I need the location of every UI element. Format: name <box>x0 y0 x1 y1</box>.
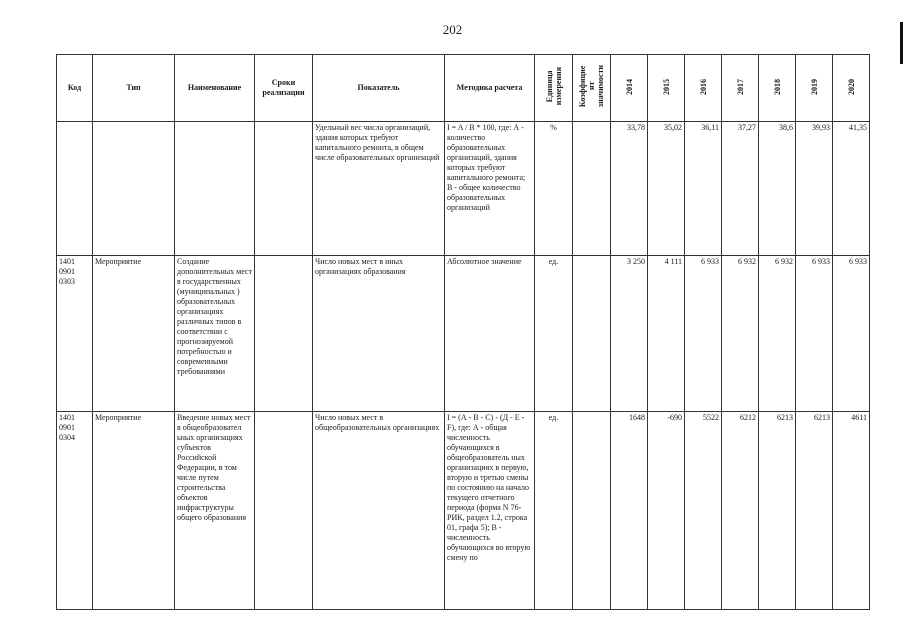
cell-terms <box>255 412 313 610</box>
cell-value: 6212 <box>722 412 759 610</box>
header-method: Методика расчета <box>445 55 535 122</box>
header-year: 2015 <box>648 55 685 122</box>
table-row <box>57 122 870 256</box>
cell-coef <box>573 412 611 610</box>
page-edge-mark <box>900 22 903 64</box>
cell-indicator: Число новых мест в общеобразовательных организациях <box>313 412 445 610</box>
header-year: 2020 <box>833 55 870 122</box>
page-number: 202 <box>442 22 463 37</box>
cell-method: Абсолютное значение <box>445 256 535 412</box>
header-terms: Сроки реализации <box>255 55 313 122</box>
cell-code <box>57 122 93 256</box>
header-indicator: Показатель <box>313 55 445 122</box>
header-year: 2017 <box>722 55 759 122</box>
cell-terms <box>255 122 313 256</box>
cell-value: 37,27 <box>722 122 759 256</box>
cell-name <box>175 122 255 256</box>
cell-value: 3 250 <box>611 256 648 412</box>
cell-value: 35,02 <box>648 122 685 256</box>
cell-value: 4611 <box>833 412 870 610</box>
cell-indicator: Удельный вес числа организаций, здания которых требуют капитального ремонта, в общем числе образовательных организаций <box>313 122 445 256</box>
cell-value: 5522 <box>685 412 722 610</box>
cell-value: 6 933 <box>796 256 833 412</box>
cell-name: Введение новых мест в общеобразовател ьных организациях субъектов Российской Федерации, в том числе путем строительства объектов инфраструктуры общего образования <box>175 412 255 610</box>
cell-code: 1401 0901 0304 <box>57 412 93 610</box>
cell-value: 38,6 <box>759 122 796 256</box>
header-unit: Единица измерения <box>535 55 573 122</box>
table-header-row <box>57 55 870 122</box>
cell-type: Мероприятие <box>93 412 175 610</box>
header-year: 2019 <box>796 55 833 122</box>
header-year: 2018 <box>759 55 796 122</box>
cell-method: I = (А - В - С) - (Д - Е - F), где: А - общая численность обучающихся в общеобразователь ных организациях в первую, вторую и третью смены по состоянию на начало текущего отчетного периода (форма N 76-РИК, раздел 1.2, строка 01, графа 5); В - численность обучающихся во вторую смену по <box>447 413 531 562</box>
cell-coef <box>573 122 611 256</box>
cell-unit: % <box>535 122 573 256</box>
cell-value: 6 933 <box>833 256 870 412</box>
header-code: Код <box>57 55 93 122</box>
header-type: Тип <box>93 55 175 122</box>
cell-value: 6213 <box>759 412 796 610</box>
cell-unit: ед. <box>535 256 573 412</box>
cell-unit: ед. <box>535 412 573 610</box>
cell-value: 6 932 <box>759 256 796 412</box>
table-row <box>57 256 870 412</box>
program-table <box>56 54 870 610</box>
cell-value: 4 111 <box>648 256 685 412</box>
header-year: 2016 <box>685 55 722 122</box>
cell-method-wrap <box>445 412 535 610</box>
cell-value: -690 <box>648 412 685 610</box>
cell-value: 6 933 <box>685 256 722 412</box>
cell-terms <box>255 256 313 412</box>
cell-type: Мероприятие <box>93 256 175 412</box>
cell-type <box>93 122 175 256</box>
header-year: 2014 <box>611 55 648 122</box>
cell-value: 36,11 <box>685 122 722 256</box>
cell-coef <box>573 256 611 412</box>
header-name: Наименование <box>175 55 255 122</box>
table-row <box>57 412 870 610</box>
cell-value: 33,78 <box>611 122 648 256</box>
cell-name: Создание дополнительных мест в государственных (муниципальных ) образовательных организациях различных типов в соответствии с прогнозируемой потребностью и современными требованиями <box>175 256 255 412</box>
cell-method: I = A / B * 100, где: А - количество образовательных организаций, здания которых требуют капитального ремонта; В - общее количество образовательных организаций <box>445 122 535 256</box>
cell-value: 6 932 <box>722 256 759 412</box>
cell-value: 1648 <box>611 412 648 610</box>
cell-code: 1401 0901 0303 <box>57 256 93 412</box>
cell-value: 41,35 <box>833 122 870 256</box>
cell-value: 39,93 <box>796 122 833 256</box>
cell-value: 6213 <box>796 412 833 610</box>
cell-indicator: Число новых мест в иных организациях образования <box>313 256 445 412</box>
header-coef: Коэффицие нт значимости <box>573 55 611 122</box>
